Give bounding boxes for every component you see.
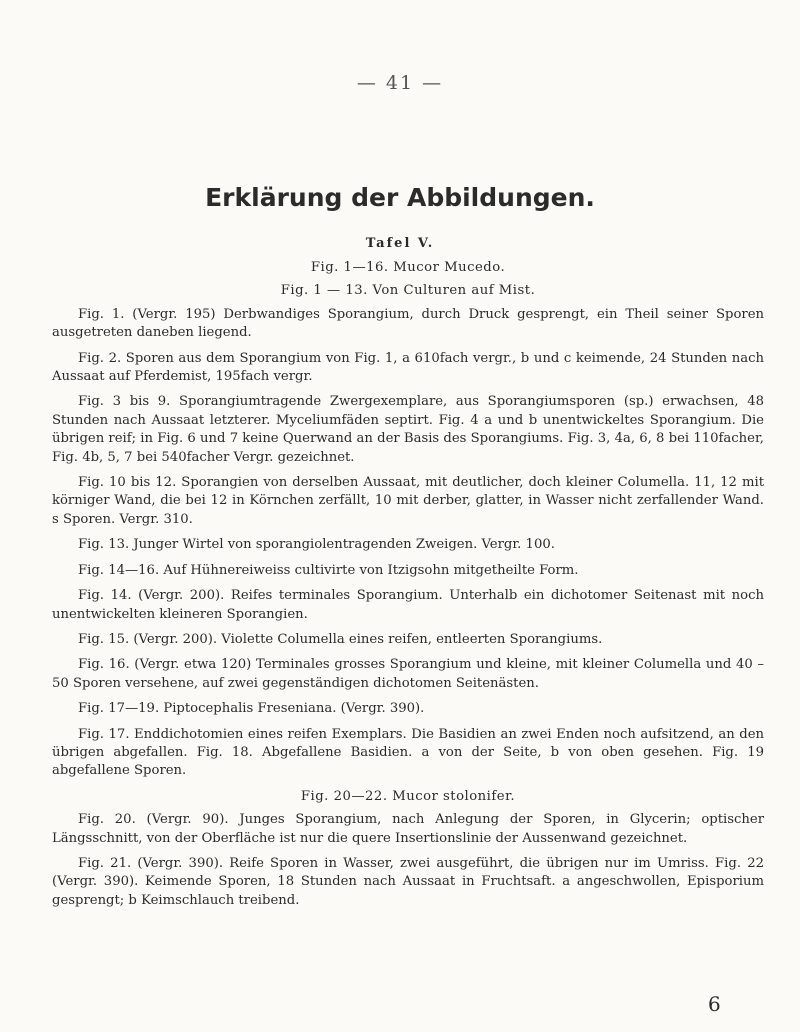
figure-description: Fig. 14. (Vergr. 200). Reifes terminales Sporangium. Unterhalb ein dichotomer Seitenast mit noch unentwickelten kleineren Sporangien. <box>52 588 764 622</box>
figure-description: Fig. 15. (Vergr. 200). Violette Columella eines reifen, entleerten Sporangiums. <box>78 631 603 647</box>
figure-description: Fig. 20. (Vergr. 90). Junges Sporangium, nach Anlegung der Sporen, in Glycerin; optischer Längsschnitt, von der Oberfläche ist nur die quere Insertionslinie der Aussenwand gezeichnet. <box>52 812 764 846</box>
figure-description: Fig. 3 bis 9. Sporangiumtragende Zwergexemplare, aus Sporangiumsporen (sp.) erwachsen, 48 Stunden nach Aussaat letzterer. Myceliumfäden septirt. Fig. 4 a und b unentwickeltes Sporangium. Die übrigen reif; in Fig. 6 und 7 keine Querwand an der Basis des Sporangiums. Fig. 3, 4a, 6, 8 bei 110facher, Fig. 4b, 5, 7 bei 540facher Vergr. gezeichnet. <box>52 394 764 465</box>
figure-description: Fig. 17. Enddichotomien eines reifen Exemplars. Die Basidien an zwei Enden noch aufsitzend, an den übrigen abgefallen. Fig. 18. Abgefallene Basidien. a von der Seite, b von oben gesehen. Fig. 19 abgefallene Sporen. <box>52 726 764 779</box>
plate-heading: Tafel V. <box>365 236 435 251</box>
figure-description: Fig. 17—19. Piptocephalis Freseniana. (Vergr. 390). <box>78 701 425 717</box>
figure-group-heading: Fig. 20—22. Mucor stolonifer. <box>300 788 516 804</box>
figure-description: Fig. 21. (Vergr. 390). Reife Sporen in Wasser, zwei ausgeführt, die übrigen nur im Umriss. Fig. 22 (Vergr. 390). Keimende Sporen, 18 Stunden nach Aussaat in Fruchtsaft. a angeschwollen, Episporium gesprengt; b Keimschlauch treibend. <box>52 855 764 908</box>
figure-description: Fig. 14—16. Auf Hühnereiweiss cultivirte von Itzigsohn mitgetheilte Form. <box>78 562 579 578</box>
figure-description: Fig. 1. (Vergr. 195) Derbwandiges Sporangium, durch Druck gesprengt, ein Theil seiner Sporen ausgetreten daneben liegend. <box>52 306 764 341</box>
figure-description: Fig. 16. (Vergr. etwa 120) Terminales grosses Sporangium und kleine, mit kleiner Columella und 40 – 50 Sporen versehene, auf zwei gegenständigen dichotomen Seitenästen. <box>52 657 764 691</box>
figure-description: Fig. 13. Junger Wirtel von sporangiolentragenden Zweigen. Vergr. 100. <box>78 537 555 553</box>
figure-group-heading: Fig. 1 — 13. Von Culturen auf Mist. <box>280 283 536 299</box>
figure-description: Fig. 2. Sporen aus dem Sporangium von Fig. 1, a 610fach vergr., b und c keimende, 24 Stunden nach Aussaat auf Pferdemist, 195fach vergr. <box>52 350 764 385</box>
section-title: Erklärung der Abbildungen. <box>205 183 595 212</box>
page-number: — 41 — <box>356 72 444 94</box>
figure-explanations <box>52 256 764 917</box>
signature-number: 6 <box>708 992 721 1016</box>
figure-description: Fig. 10 bis 12. Sporangien von derselben Aussaat, mit deutlicher, doch kleiner Columella. 11, 12 mit körniger Wand, die bei 12 in Körnchen zerfällt, 10 mit derber, glatter, in Wasser nicht zerfallender Wand. s Sporen. Vergr. 310. <box>52 475 764 527</box>
figure-group-heading: Fig. 1—16. Mucor Mucedo. <box>310 260 506 275</box>
